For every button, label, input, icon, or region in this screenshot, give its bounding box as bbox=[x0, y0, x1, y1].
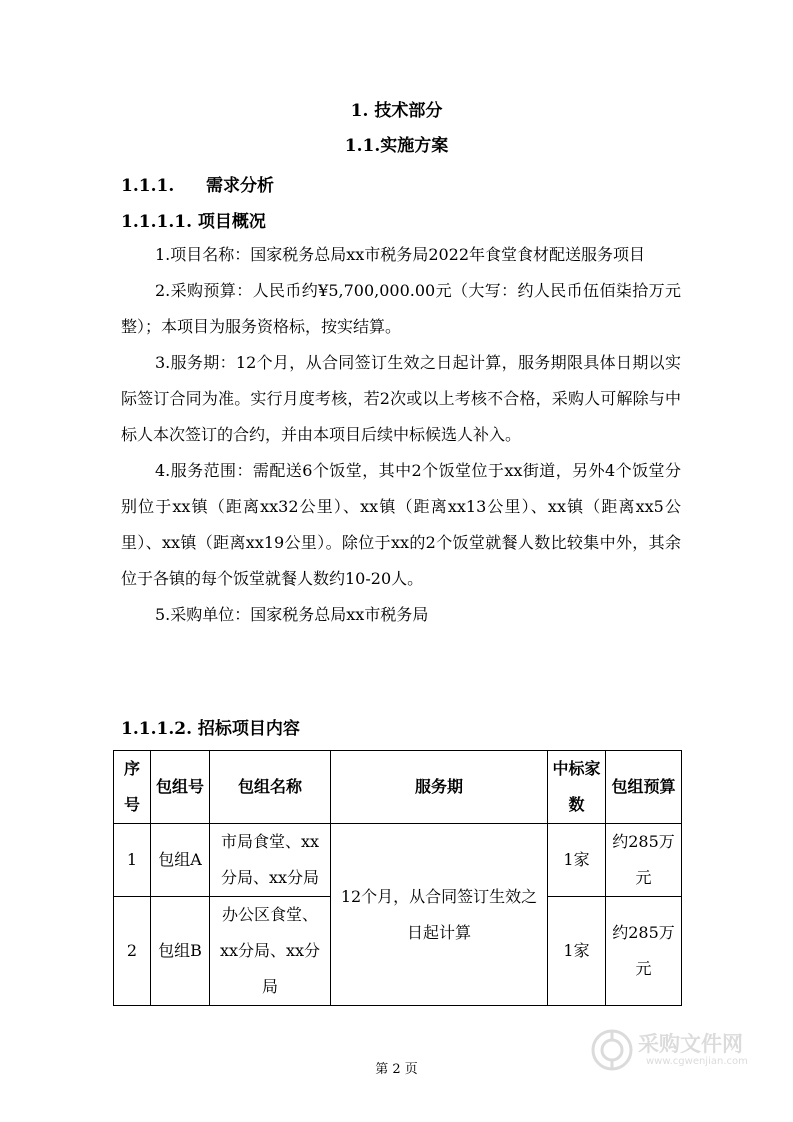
paragraph-service-scope: 4.服务范围：需配送6个饭堂，其中2个饭堂位于xx街道，另外4个饭堂分别位于xx镇（距离xx32公里）、xx镇（距离xx13公里）、xx镇（距离xx5公里）、xx镇（距离xx19公里）。除位于xx的2个饭堂就餐人数比较集中外，其余位于各镇的每个饭堂就餐人数约10-20人。 bbox=[121, 461, 681, 588]
table-header-row bbox=[114, 751, 682, 824]
cell-package-name: 办公区食堂、xx分局、xx分局 bbox=[210, 897, 331, 1006]
heading-tender-content: 1.1.1.2. 招标项目内容 bbox=[121, 719, 300, 739]
cell-service-period: 12个月，从合同签订生效之日起计算 bbox=[331, 824, 548, 1006]
cell-package-budget: 约285万元 bbox=[606, 824, 682, 897]
cell-index: 1 bbox=[114, 824, 151, 897]
header-service-period: 服务期 bbox=[331, 751, 548, 824]
cell-winner-count: 1家 bbox=[548, 824, 606, 897]
header-index: 序号 bbox=[114, 751, 151, 824]
cell-winner-count: 1家 bbox=[548, 897, 606, 1006]
heading-project-overview: 1.1.1.1. 项目概况 bbox=[121, 212, 266, 232]
cell-package-budget: 约285万元 bbox=[606, 897, 682, 1006]
paragraph-project-name: 1.项目名称：国家税务总局xx市税务局2022年食堂食材配送服务项目 bbox=[155, 245, 646, 264]
paragraph-budget: 2.采购预算：人民币约¥5,700,000.00元（大写：约人民币伍佰柒拾万元整）；本项目为服务资格标，按实结算。 bbox=[121, 281, 681, 336]
header-package-budget: 包组预算 bbox=[606, 751, 682, 824]
paragraph-purchaser: 5.采购单位：国家税务总局xx市税务局 bbox=[155, 605, 429, 624]
heading-implementation-plan: 1.1.实施方案 bbox=[344, 136, 449, 156]
header-winner-count: 中标家数 bbox=[548, 751, 606, 824]
heading-technical-part: 1. 技术部分 bbox=[350, 101, 443, 121]
cell-index: 2 bbox=[114, 897, 151, 1006]
tender-content-table bbox=[113, 750, 682, 1006]
overview-paragraphs bbox=[121, 237, 681, 633]
cell-package-no: 包组B bbox=[151, 897, 210, 1006]
watermark-logo bbox=[590, 1022, 750, 1082]
heading-text: 需求分析 bbox=[206, 176, 274, 196]
watermark-emblem-icon bbox=[590, 1028, 634, 1072]
cell-package-no: 包组A bbox=[151, 824, 210, 897]
heading-number: 1.1.1. bbox=[121, 176, 175, 196]
watermark-url: www.cgwenjian.com bbox=[646, 1056, 748, 1067]
cell-package-name: 市局食堂、xx分局、xx分局 bbox=[210, 824, 331, 897]
watermark-name: 采购文件网 bbox=[638, 1032, 743, 1056]
page-number: 第 2 页 bbox=[375, 1062, 418, 1077]
heading-requirement-analysis bbox=[121, 171, 274, 196]
header-package-no: 包组号 bbox=[151, 751, 210, 824]
table-row bbox=[114, 824, 682, 897]
header-package-name: 包组名称 bbox=[210, 751, 331, 824]
paragraph-service-period: 3.服务期：12个月，从合同签订生效之日起计算，服务期限具体日期以实际签订合同为准。实行月度考核，若2次或以上考核不合格，采购人可解除与中标人本次签订的合约，并由本项目后续中标候选人补入。 bbox=[121, 353, 681, 444]
